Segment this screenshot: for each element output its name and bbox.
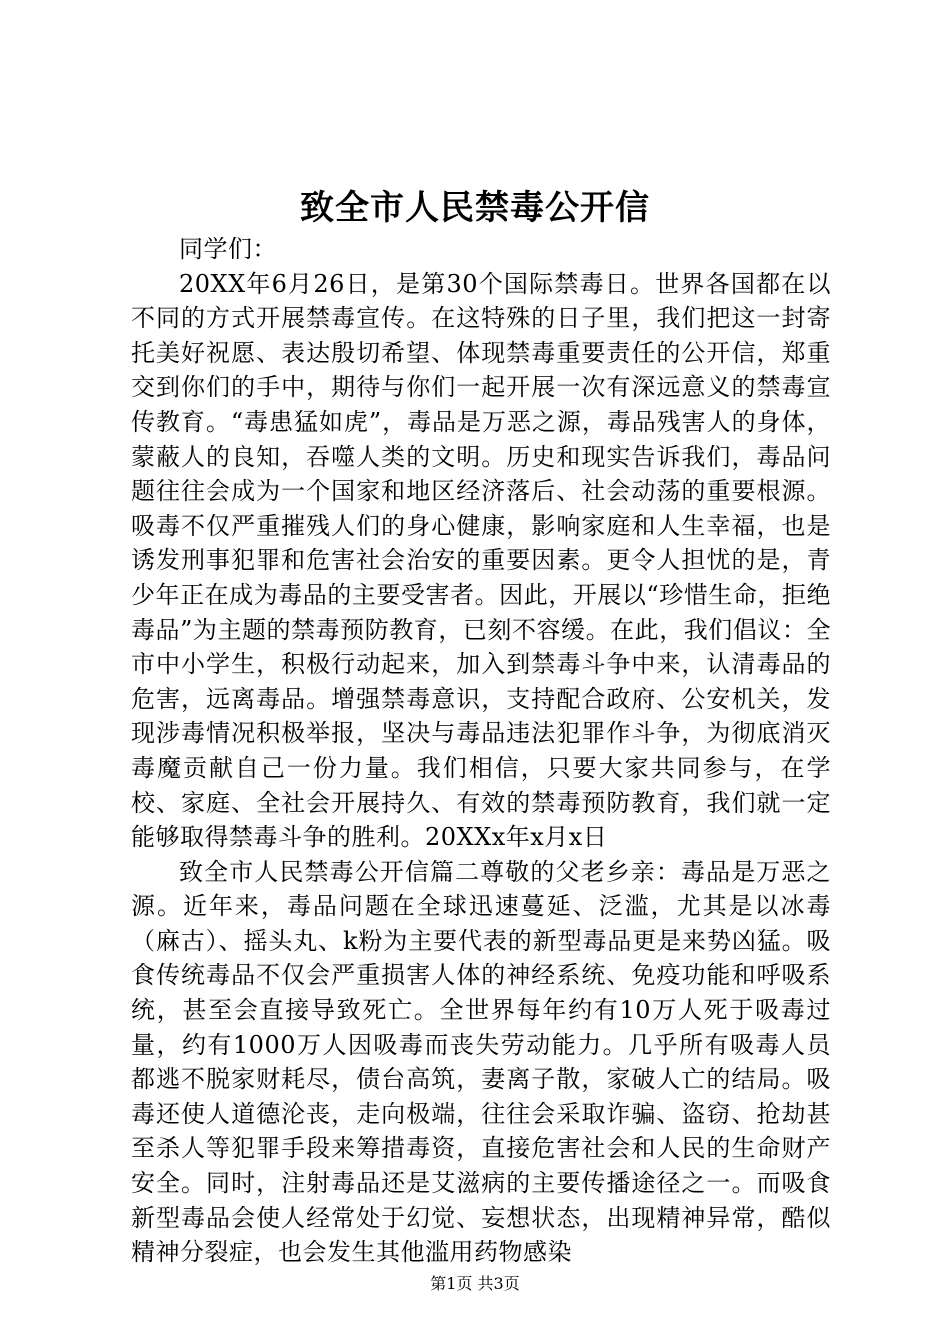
paragraph-2: 致全市人民禁毒公开信篇二尊敬的父老乡亲：毒品是万恶之源。近年来，毒品问题在全球迅速蔓延、泛滥，尤其是以冰毒（麻古）、摇头丸、k粉为主要代表的新型毒品更是来势凶猛。吸食传统毒品不仅会严重损害人体的神经系统、免疫功能和呼吸系统，甚至会直接导致死亡。全世界每年约有10万人死于吸毒过量，约有1000万人因吸毒而丧失劳动能力。几乎所有吸毒人员都逃不脱家财耗尽，债台高筑，妻离子散，家破人亡的结局。吸毒还使人道德沦丧，走向极端，往往会采取诈骗、盗窃、抢劫甚至杀人等犯罪手段来筹措毒资，直接危害社会和人民的生命财产安全。同时，注射毒品还是艾滋病的主要传播途径之一。而吸食新型毒品会使人经常处于幻觉、妄想状态，出现精神异常，酷似精神分裂症，也会发生其他滥用药物感染 bbox=[131, 857, 831, 1267]
document-body bbox=[131, 232, 831, 1270]
document-title: 致全市人民禁毒公开信 bbox=[300, 188, 650, 228]
salutation: 同学们： bbox=[179, 235, 277, 263]
page-number-footer: 第1页 共3页 bbox=[430, 1274, 520, 1293]
paragraph-1: 20XX年6月26日，是第30个国际禁毒日。世界各国都在以不同的方式开展禁毒宣传。在这特殊的日子里，我们把这一封寄托美好祝愿、表达殷切希望、体现禁毒重要责任的公开信，郑重交到你们的手中，期待与你们一起开展一次有深远意义的禁毒宣传教育。“毒患猛如虎”，毒品是万恶之源，毒品残害人的身体，蒙蔽人的良知，吞噬人类的文明。历史和现实告诉我们，毒品问题往往会成为一个国家和地区经济落后、社会动荡的重要根源。吸毒不仅严重摧残人们的身心健康，影响家庭和人生幸福，也是诱发刑事犯罪和危害社会治安的重要因素。更令人担忧的是，青少年正在成为毒品的主要受害者。因此，开展以“珍惜生命，拒绝毒品”为主题的禁毒预防教育，已刻不容缓。在此，我们倡议：全市中小学生，积极行动起来，加入到禁毒斗争中来，认清毒品的危害，远离毒品。增强禁毒意识，支持配合政府、公安机关，发现涉毒情况积极举报，坚决与毒品违法犯罪作斗争，为彻底消灭毒魔贡献自己一份力量。我们相信，只要大家共同参与，在学校、家庭、全社会开展持久、有效的禁毒预防教育，我们就一定能够取得禁毒斗争的胜利。20XXx年x月x日 bbox=[131, 269, 831, 852]
